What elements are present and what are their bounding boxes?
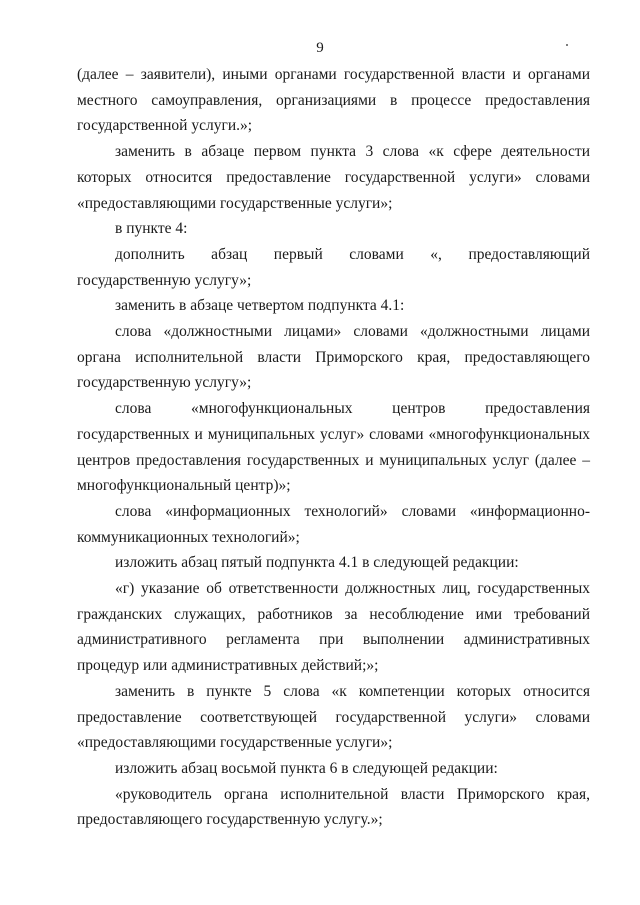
paragraph: «г) указание об ответственности должностных лиц, государственных гражданских служащих, работников за несоблюдение ими требований административного регламента при выполнении административных процедур или административных действий;»;	[77, 580, 590, 675]
document-body	[77, 62, 590, 833]
scan-speck	[566, 44, 568, 46]
paragraph: изложить абзац восьмой пункта 6 в следующей редакции:	[115, 759, 498, 777]
paragraph: в пункте 4:	[115, 220, 188, 238]
paragraph: заменить в пункте 5 слова «к компетенции которых относится предоставление соответствующей государственной услуги» словами «предоставляющими государственные услуги»;	[77, 682, 590, 752]
paragraph: слова «многофункциональных центров предоставления государственных и муниципальных услуг» словами «многофункциональных центров предоставления государственных и муниципальных услуг (далее – многофункциональный центр)»;	[77, 400, 590, 495]
paragraph: изложить абзац пятый подпункта 4.1 в следующей редакции:	[115, 554, 519, 572]
paragraph: заменить в абзаце четвертом подпункта 4.1:	[115, 297, 405, 315]
paragraph: слова «должностными лицами» словами «должностными лицами органа исполнительной власти Приморского края, предоставляющего государственную услугу»;	[77, 323, 590, 392]
paragraph: слова «информационных технологий» словами «информационно-коммуникационных технологий»;	[77, 502, 590, 546]
paragraph: заменить в абзаце первом пункта 3 слова «к сфере деятельности которых относится предоставление государственной услуги» словами «предоставляющими государственные услуги»;	[77, 143, 590, 212]
paragraph: дополнить абзац первый словами «, предоставляющий государственную услугу»;	[77, 245, 590, 289]
page-number: 9	[316, 40, 324, 56]
paragraph: (далее – заявители), иными органами государственной власти и органами местного самоуправления, организациями в процессе предоставления государственной услуги.»;	[77, 66, 590, 135]
paragraph: «руководитель органа исполнительной власти Приморского края, предоставляющего государственную услугу.»;	[77, 785, 590, 829]
